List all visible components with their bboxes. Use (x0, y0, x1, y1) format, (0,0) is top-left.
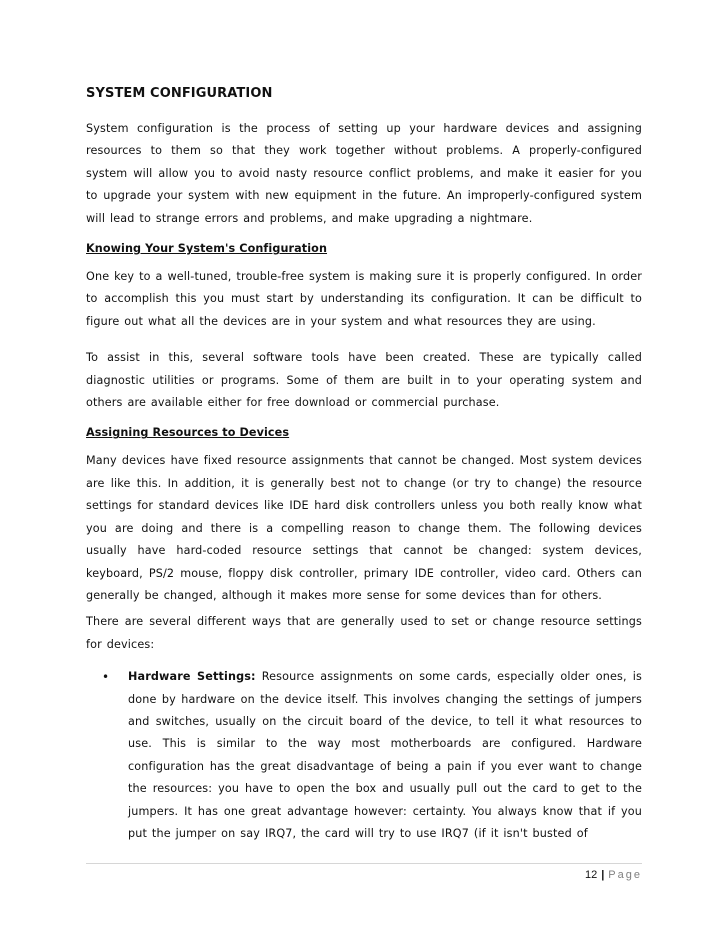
footer-divider (86, 863, 642, 864)
knowing-paragraph-1: One key to a well-tuned, trouble-free system is making sure it is properly configured. In order to accomplish this you must start by understanding its configuration. It can be difficult to figure out what all the devices are in your system and what resources they are using. (86, 270, 642, 328)
page-number: 12 (584, 869, 598, 881)
assigning-paragraph-2: There are several different ways that are generally used to set or change resource settings for devices: (86, 615, 642, 651)
hardware-settings-term: Hardware Settings: (128, 670, 256, 684)
intro-paragraph: System configuration is the process of setting up your hardware devices and assigning resources to them so that they work together without problems. A properly-configured system will allow you to avoid nasty resource conflict problems, and make it easier for you to upgrade your system with new equipment in the future. An improperly-configured system will lead to strange errors and problems, and make upgrading a nightmare. (86, 122, 642, 225)
document-title: SYSTEM CONFIGURATION (86, 86, 273, 101)
page-footer (585, 867, 642, 883)
knowing-paragraph-2: To assist in this, several software tools have been created. These are typically called diagnostic utilities or programs. Some of them are built in to your operating system and others are available either for free download or commercial purchase. (86, 351, 642, 410)
spacer (86, 414, 642, 424)
page-label: Page (608, 869, 642, 881)
spacer (86, 230, 642, 240)
footer-separator: | (601, 869, 605, 881)
section-heading-assigning-resources: Assigning Resources to Devices (86, 426, 290, 440)
page-content (86, 84, 642, 845)
hardware-settings-paragraph (128, 666, 642, 845)
list-item-hardware-settings (86, 666, 642, 845)
resource-settings-list (86, 666, 642, 845)
bullet-icon: • (102, 670, 110, 685)
spacer (86, 333, 642, 347)
section-heading-knowing-configuration: Knowing Your System's Configuration (86, 242, 328, 256)
assigning-paragraph-1: Many devices have fixed resource assignments that cannot be changed. Most system devices are like this. In addition, it is generally best not to change (or try to change) the resource settings for standard devices like IDE hard disk controllers unless you both really know what you are doing and there is a compelling reason to change them. The following devices usually have hard-coded resource settings that cannot be changed: system devices, keyboard, PS/2 mouse, floppy disk controller, primary IDE controller, video card. Others can generally be changed, although it makes more sense for some devices than for others. (86, 454, 642, 602)
hardware-settings-text: Resource assignments on some cards, especially older ones, is done by hardware on the device itself. This involves changing the settings of jumpers and switches, usually on the circuit board of the device, to tell it what resources to use. This is similar to the way most motherboards are configured. Hardware configuration has the great disadvantage of being a pain if you ever want to change the resources: you have to open the box and usually pull out the card to get to the jumpers. It has one great advantage however: certainty. You always know that if you put the jumper on say IRQ7, the card will try to use IRQ7 (if it isn't busted of (128, 670, 642, 840)
